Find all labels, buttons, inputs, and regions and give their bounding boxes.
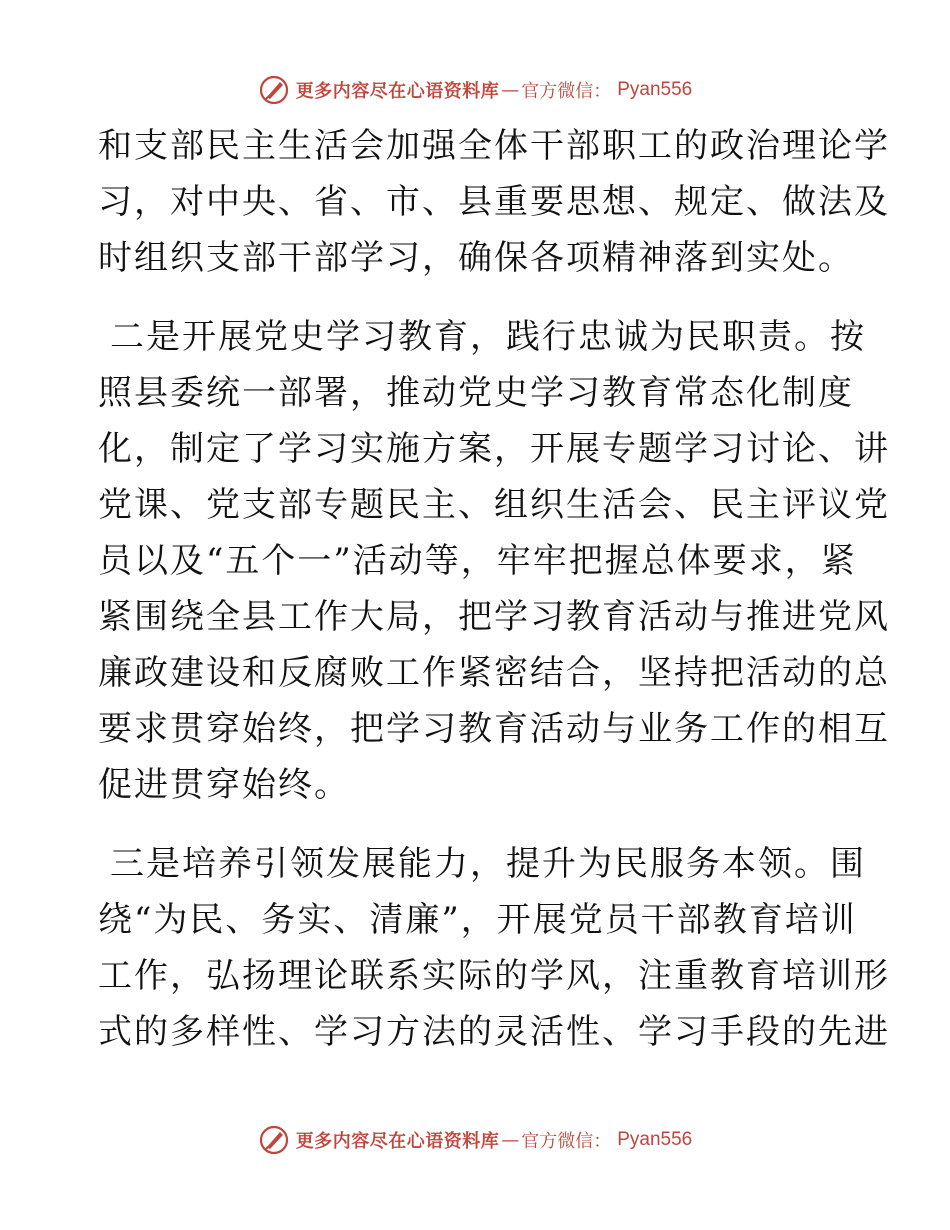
- footer-banner: [0, 1120, 950, 1160]
- text-line: 廉政建设和反腐败工作紧密结合，坚持把活动的总: [98, 653, 890, 693]
- text-line: 员以及“五个一”活动等，牢牢把握总体要求，紧: [98, 541, 857, 581]
- paragraph-2: [98, 309, 890, 813]
- text-line: 和支部民主生活会加强全体干部职工的政治理论学: [98, 126, 890, 166]
- banner-official-label: 官方微信: [521, 81, 594, 102]
- document-body: [98, 118, 890, 1060]
- paragraph-3: [98, 836, 890, 1060]
- text-line: 三是培养引领发展能力，提升为民服务本领。围: [110, 844, 866, 884]
- text-line: 时组织支部干部学习，确保各项精神落到实处。: [98, 238, 854, 278]
- text-line: 二是开展党史学习教育，践行忠诚为民职责。按: [110, 317, 866, 357]
- text-line: 紧围绕全县工作大局，把学习教育活动与推进党风: [98, 597, 890, 637]
- banner-wechat-id: Pyan556: [617, 79, 693, 100]
- banner-wechat-id: Pyan556: [617, 1129, 693, 1150]
- text-line: 工作，弘扬理论联系实际的学风，注重教育培训形: [98, 956, 890, 996]
- banner-colon: ：: [593, 1131, 612, 1152]
- quill-pen-logo-icon: [258, 1124, 290, 1156]
- text-line: 绕“为民、务实、清廉”，开展党员干部教育培训: [98, 900, 857, 940]
- banner-official-label: 官方微信: [521, 1131, 594, 1152]
- header-banner: [0, 70, 950, 110]
- quill-pen-logo-icon: [258, 74, 290, 106]
- banner-colon: ：: [593, 81, 612, 102]
- text-line: 要求贯穿始终，把学习教育活动与业务工作的相互: [98, 709, 890, 749]
- text-line: 照县委统一部署，推动党史学习教育常态化制度: [98, 373, 854, 413]
- banner-dash: —: [501, 1129, 520, 1151]
- paragraph-1: [98, 118, 890, 286]
- banner-site-name: 更多内容尽在心语资料库: [295, 81, 500, 102]
- text-line: 促进贯穿始终。: [98, 765, 350, 805]
- text-line: 习，对中央、省、市、县重要思想、规定、做法及: [98, 182, 890, 222]
- text-line: 式的多样性、学习方法的灵活性、学习手段的先进: [98, 1012, 890, 1052]
- banner-dash: —: [501, 79, 520, 101]
- banner-site-name: 更多内容尽在心语资料库: [295, 1131, 500, 1152]
- text-line: 党课、党支部专题民主、组织生活会、民主评议党: [98, 485, 890, 525]
- text-line: 化，制定了学习实施方案，开展专题学习讨论、讲: [98, 429, 890, 469]
